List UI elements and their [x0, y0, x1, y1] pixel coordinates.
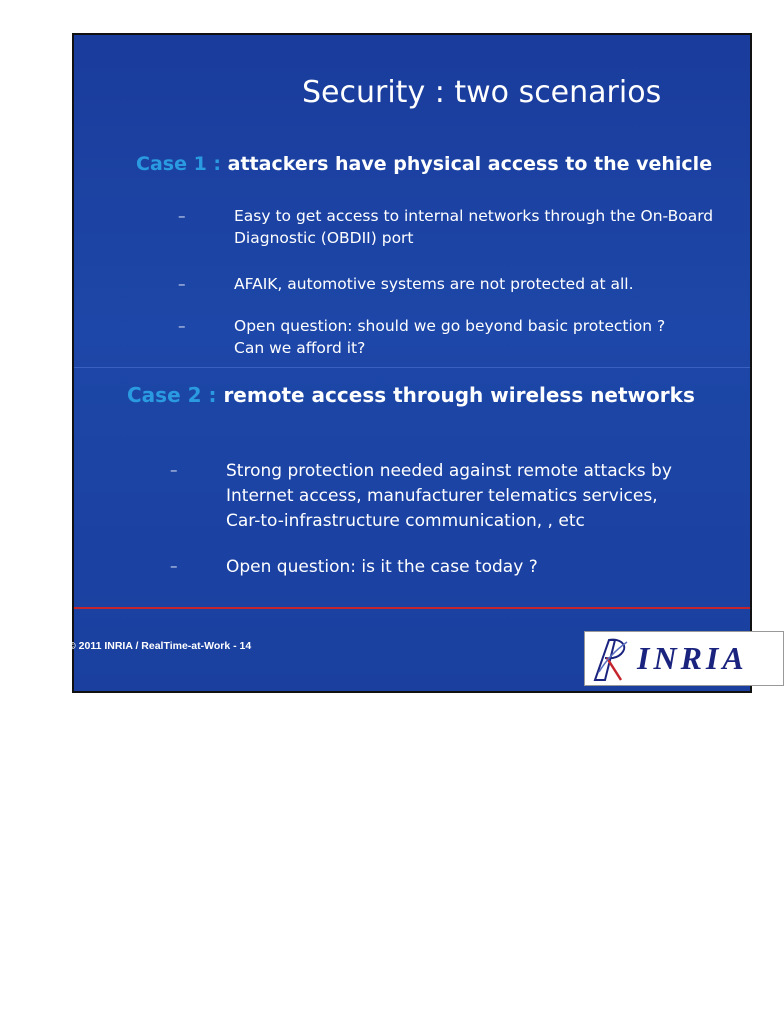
case2-bullet2-line1: Open question: is it the case today ?	[226, 557, 538, 577]
case2-bullet1-text	[226, 459, 672, 534]
inria-logo	[584, 631, 784, 686]
case1-bullet2-dash: –	[178, 275, 186, 293]
slide-footer: © 2011 INRIA / RealTime-at-Work - 14	[68, 640, 252, 652]
case1-bullet3-dash: –	[178, 317, 186, 335]
case2-heading-text: remote access through wireless networks	[216, 383, 695, 407]
case2-bullet2-text	[226, 555, 538, 580]
case2-bullet2-dash: –	[170, 557, 178, 575]
case1-bullet3-line2: Can we afford it?	[234, 339, 366, 357]
case1-bullet1-text	[234, 205, 713, 249]
case1-bullet1-line1: Easy to get access to internal networks through the On-Board	[234, 207, 714, 225]
case2-bullet1-line1: Strong protection needed against remote attacks by	[226, 461, 672, 481]
case2-bullet1-dash: –	[170, 461, 178, 479]
slide	[68, 33, 752, 693]
case2-label: Case 2 :	[127, 383, 217, 407]
case1-bullet2-line1: AFAIK, automotive systems are not protected at all.	[234, 275, 634, 293]
inria-logo-emblem-icon	[587, 632, 637, 685]
case1-bullet3-text	[234, 315, 665, 359]
case1-heading	[136, 153, 712, 175]
section-divider	[74, 367, 750, 368]
slide-title: Security : two scenarios	[302, 75, 662, 110]
case2-bullet1-line2: Internet access, manufacturer telematics services,	[226, 486, 658, 506]
case1-bullet1-line2: Diagnostic (OBDII) port	[234, 229, 414, 247]
inria-logo-text: INRIA	[637, 640, 748, 676]
case1-bullet1-dash: –	[178, 207, 186, 225]
case2-bullet1-line3: Car-to-infrastructure communication, , etc	[226, 511, 585, 531]
footer-rule	[74, 607, 750, 609]
case2-heading	[127, 383, 695, 407]
case1-bullet3-line1: Open question: should we go beyond basic protection ?	[234, 317, 666, 335]
case1-label: Case 1 :	[136, 153, 222, 175]
case1-bullet2-text	[234, 273, 634, 295]
case1-heading-text: attackers have physical access to the vehicle	[221, 153, 713, 175]
